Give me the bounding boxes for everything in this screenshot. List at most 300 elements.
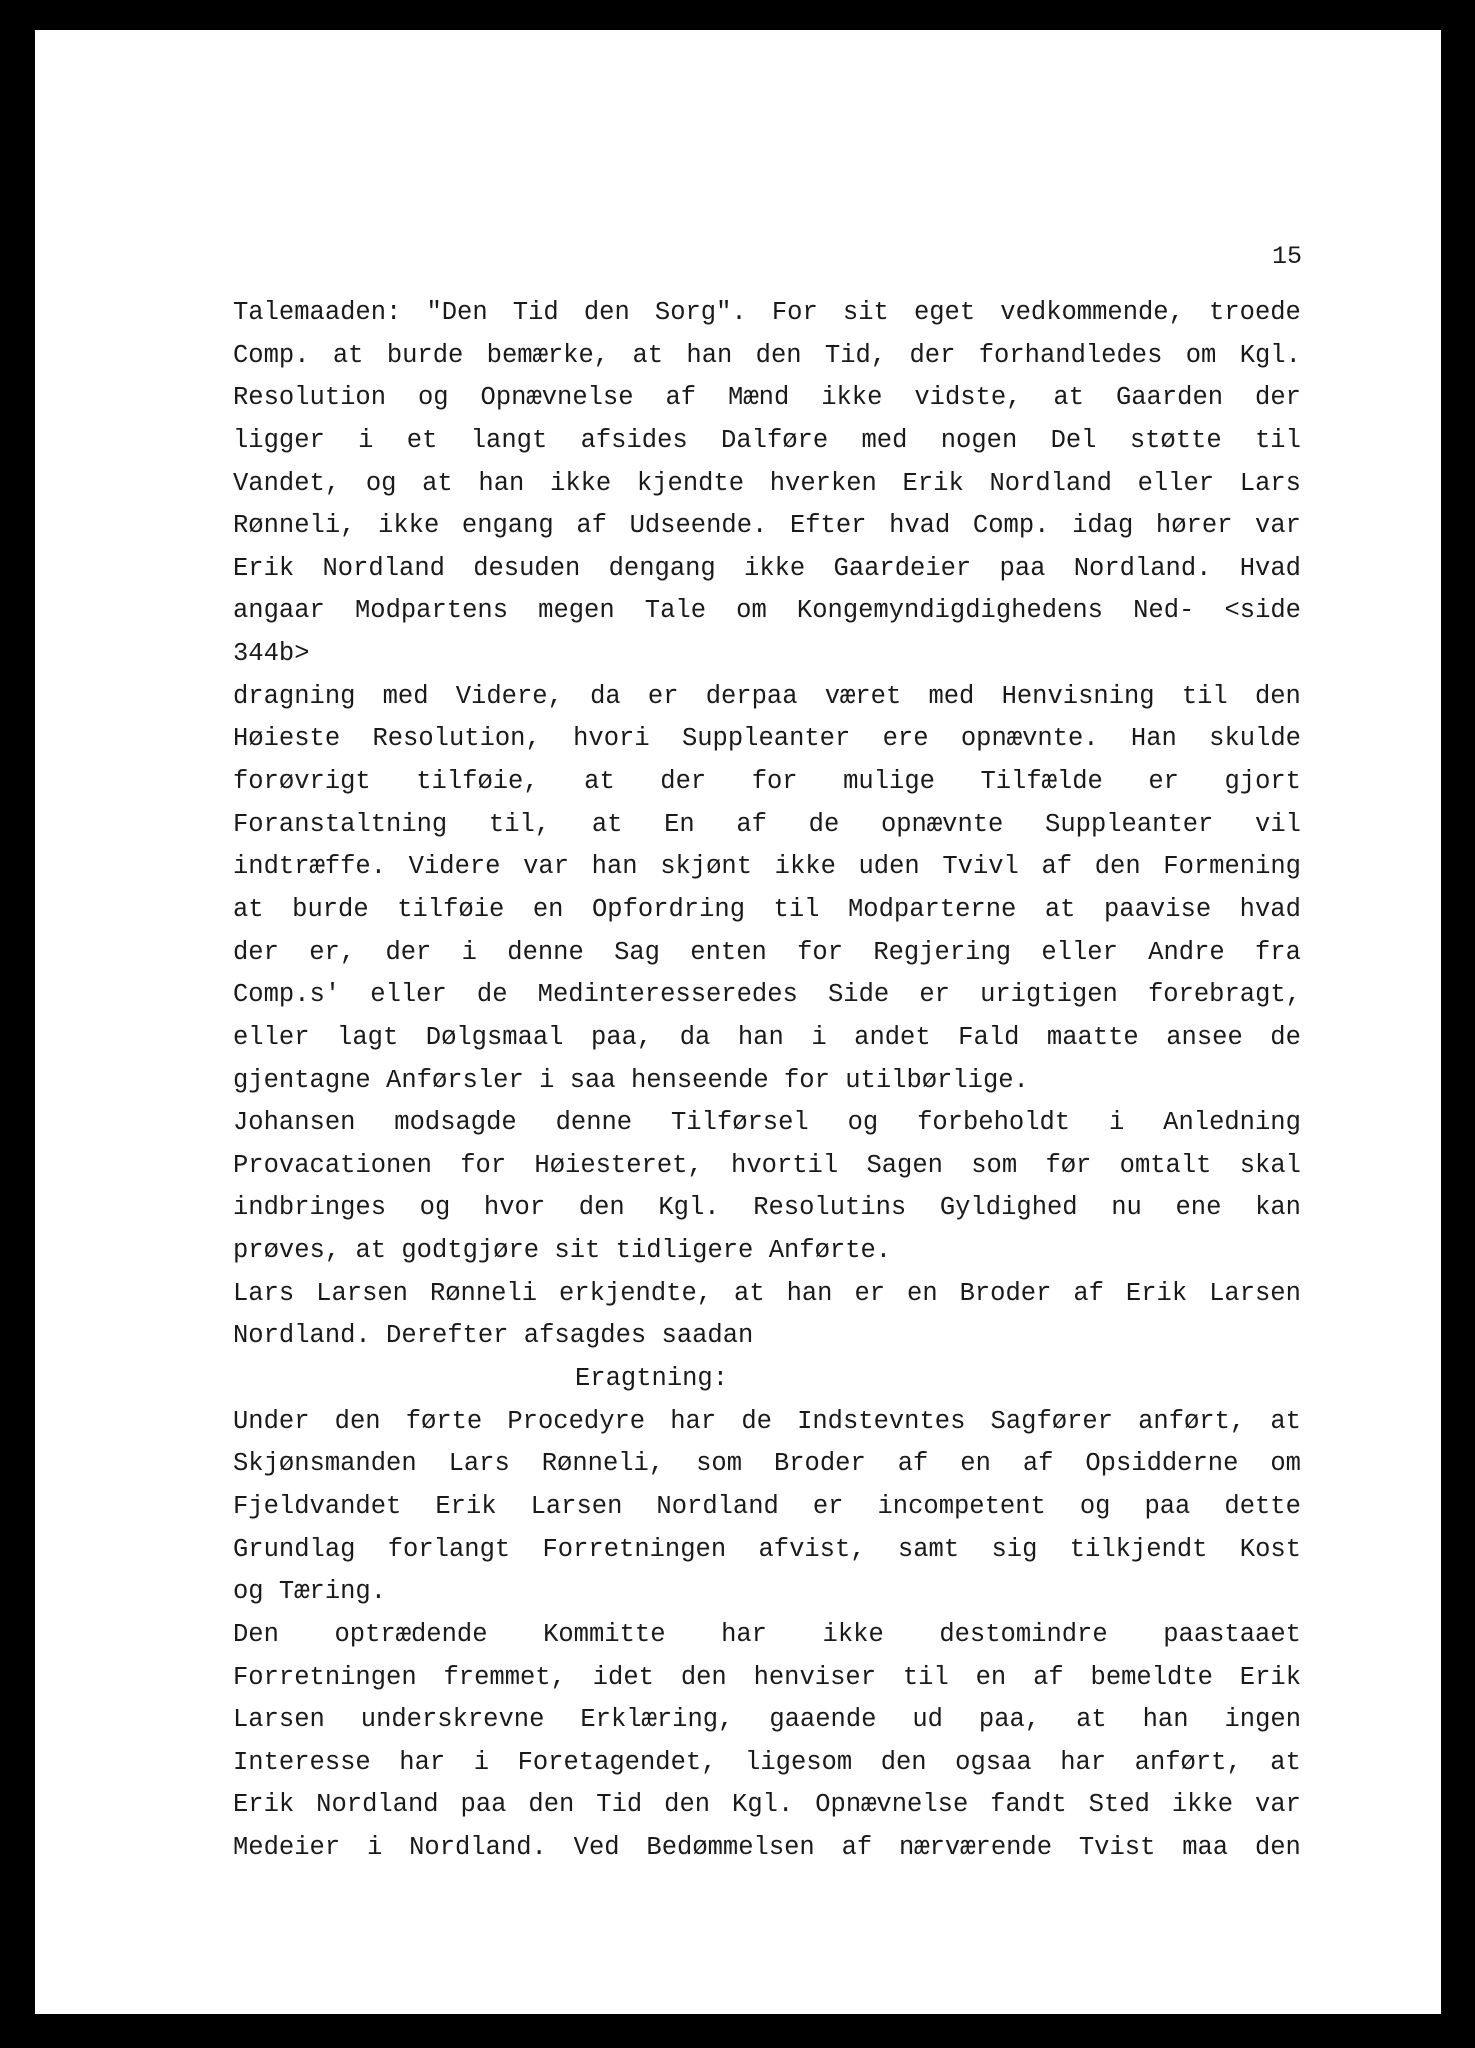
word: Sted: [1088, 1790, 1150, 1820]
word: Kgl.: [1239, 340, 1301, 370]
word: skal: [1239, 1150, 1301, 1180]
word: var: [1255, 511, 1301, 541]
word: paa,: [978, 1705, 1041, 1735]
word: en: [975, 1662, 1007, 1692]
word: Tid,: [824, 340, 887, 370]
word: er: [812, 1491, 844, 1521]
word: nu: [1111, 1193, 1142, 1223]
word: de: [808, 809, 840, 839]
word: Rønneli: [429, 1278, 538, 1308]
word: Suppleanter: [681, 724, 851, 754]
word: nærværende: [899, 1833, 1053, 1863]
word: En: [664, 809, 695, 839]
word: sit: [554, 1236, 601, 1266]
word: for: [784, 1065, 830, 1095]
word: ikke: [550, 468, 612, 498]
word: den: [680, 1662, 727, 1692]
word: af: [1073, 1278, 1104, 1308]
text-line: [233, 974, 1301, 1017]
word: eller: [233, 1022, 310, 1052]
word: Sagen: [866, 1150, 943, 1180]
word: eller: [370, 980, 447, 1010]
word: ansee: [1166, 1022, 1243, 1052]
word: forlangt: [387, 1534, 511, 1564]
word: dengang: [608, 553, 716, 583]
word: Comp.: [233, 340, 310, 370]
word: i: [1108, 1108, 1125, 1138]
word: derpaa: [705, 681, 798, 711]
word: forøvrigt: [233, 767, 371, 797]
word: indbringes: [233, 1193, 387, 1223]
word: For: [771, 298, 818, 327]
word: desuden: [473, 553, 581, 583]
word: han: [786, 1278, 833, 1308]
word: paa: [1144, 1491, 1191, 1521]
word: at: [632, 340, 664, 370]
word: og: [1079, 1491, 1111, 1521]
word: Høieste: [233, 724, 341, 754]
word: Foretagendet,: [517, 1747, 717, 1777]
word: utilbørlige.: [845, 1065, 1029, 1095]
word: Tilførsel: [670, 1108, 809, 1138]
word: for: [460, 1150, 507, 1180]
word: Bedømmelsen: [646, 1833, 815, 1863]
word: der: [660, 767, 707, 797]
word: den: [1094, 852, 1141, 882]
word: bemeldte: [1090, 1662, 1213, 1692]
word: at: [233, 894, 264, 924]
text-line: [233, 1102, 1301, 1145]
word: anført,: [1134, 1747, 1242, 1777]
word: et: [406, 425, 438, 455]
word: saadan: [661, 1321, 754, 1351]
word: uden: [858, 852, 920, 882]
word: angaar: [233, 596, 325, 626]
text-line: [233, 761, 1301, 804]
word: Dalføre: [721, 425, 829, 455]
word: Kommitte: [543, 1619, 666, 1649]
text-line: [233, 1273, 1301, 1316]
text-line: [233, 1486, 1301, 1529]
word: eller: [1137, 468, 1215, 498]
word: Anførsler: [386, 1065, 524, 1095]
word: ere: [882, 724, 929, 754]
word: sig: [991, 1534, 1038, 1564]
text-line: [233, 1571, 1301, 1614]
word: Johansen: [233, 1108, 356, 1138]
word: Sag: [614, 937, 660, 967]
word: i: [358, 425, 374, 455]
word: til,: [488, 809, 551, 839]
word: Ned-: [1133, 596, 1195, 626]
word: Skjønsmanden: [233, 1449, 417, 1479]
word: har: [670, 1406, 717, 1436]
word: Resolution: [233, 383, 387, 413]
word: at: [591, 809, 623, 839]
word: underskrevne: [360, 1705, 545, 1735]
text-line: [233, 1742, 1301, 1785]
word: Opfordring: [591, 894, 746, 924]
word: han: [686, 340, 733, 370]
word: var: [523, 852, 570, 882]
word: ogsaa: [955, 1747, 1032, 1777]
word: Talemaaden:: [233, 298, 402, 327]
word: Lars: [448, 1449, 510, 1479]
word: med: [861, 425, 908, 455]
word: til: [902, 1662, 949, 1692]
word: Formening: [1163, 852, 1301, 882]
word: Procedyre: [507, 1406, 646, 1436]
word: Sorg".: [654, 298, 747, 327]
word: tilføie,: [416, 767, 539, 797]
word: af: [1033, 1662, 1064, 1692]
word: at: [584, 767, 615, 797]
word: vil: [1255, 809, 1301, 839]
word: Henvisning: [1001, 681, 1155, 711]
word: megen: [538, 596, 615, 626]
word: for: [797, 937, 844, 967]
word: Comp.: [972, 511, 1050, 541]
word: Derefter: [386, 1321, 509, 1351]
word: den: [528, 1790, 575, 1820]
word: den: [880, 1747, 927, 1777]
word: dragning: [233, 681, 356, 711]
word: Vandet,: [233, 468, 341, 498]
word: samt: [897, 1534, 960, 1564]
word: til: [1254, 425, 1301, 455]
word: ikke: [1171, 1790, 1234, 1820]
word: Lars: [233, 1278, 295, 1308]
word: Gaarden: [1115, 383, 1224, 413]
document-page: [35, 30, 1441, 2014]
word: de: [1270, 1022, 1301, 1052]
word: ikke: [821, 383, 883, 413]
word: Grundlag: [233, 1534, 356, 1564]
word: forbeholdt: [917, 1108, 1071, 1138]
word: Erklæring,: [580, 1705, 734, 1735]
word: at: [734, 1278, 765, 1308]
text-line: [233, 505, 1301, 548]
text-line: [233, 1315, 1301, 1358]
text-line: [233, 1784, 1301, 1827]
word: Hvad: [1239, 553, 1301, 583]
word: 344b>: [233, 639, 310, 669]
text-line: [233, 633, 1301, 676]
word: paavise: [1104, 894, 1212, 924]
text-line: [233, 292, 1301, 335]
word: ene: [1175, 1193, 1222, 1223]
word: Eragtning:: [575, 1364, 729, 1394]
word: Larsen: [1209, 1278, 1301, 1308]
word: tilkjendt: [1069, 1534, 1208, 1564]
word: til: [773, 894, 820, 924]
word: Forretningen: [233, 1662, 417, 1692]
word: afvist,: [758, 1534, 866, 1564]
word: Erik: [1125, 1278, 1188, 1308]
word: han: [737, 1022, 784, 1052]
text-line: [233, 1358, 1301, 1401]
word: Fald: [958, 1022, 1020, 1052]
text-line: [233, 846, 1301, 889]
word: Den: [233, 1619, 279, 1649]
word: paa: [999, 553, 1046, 583]
text-line: [233, 1699, 1301, 1742]
word: en: [532, 894, 564, 924]
word: de: [741, 1406, 772, 1436]
word: opnævnte.: [960, 724, 1099, 754]
word: med: [928, 681, 975, 711]
word: Modparterne: [848, 894, 1017, 924]
text-line: [233, 1827, 1301, 1870]
word: af: [1022, 1449, 1054, 1479]
word: han: [478, 468, 525, 498]
text-line: [233, 420, 1301, 463]
word: Interesse: [233, 1747, 371, 1777]
word: Høiesteret,: [534, 1150, 703, 1180]
word: har: [1060, 1747, 1107, 1777]
word: Resolutins: [753, 1193, 907, 1223]
word: afsagdes: [523, 1321, 647, 1351]
word: hvori: [573, 724, 650, 754]
text-line: [233, 1657, 1301, 1700]
word: vidste,: [914, 383, 1022, 413]
word: at: [1270, 1406, 1301, 1436]
word: eller: [1041, 937, 1118, 967]
text-line: [233, 1145, 1301, 1188]
word: fremmet,: [443, 1662, 566, 1692]
word: den: [1254, 1833, 1301, 1863]
word: den: [1254, 681, 1301, 711]
word: før: [1045, 1150, 1092, 1180]
word: omtalt: [1119, 1150, 1212, 1180]
word: Dølgsmaal: [425, 1022, 564, 1052]
word: Opsidderne: [1085, 1449, 1239, 1479]
word: Tilfælde: [980, 767, 1103, 797]
word: idet: [592, 1662, 654, 1692]
word: i: [811, 1022, 827, 1052]
word: Provacationen: [233, 1150, 432, 1180]
word: paa: [460, 1790, 507, 1820]
word: førte: [405, 1406, 483, 1436]
word: henviser: [753, 1662, 876, 1692]
word: andet: [854, 1022, 931, 1052]
word: at: [422, 468, 453, 498]
word: Modpartens: [354, 596, 508, 626]
word: Larsen: [530, 1491, 623, 1521]
word: hvad: [889, 511, 951, 541]
word: en: [960, 1449, 991, 1479]
word: Foranstaltning: [233, 809, 448, 839]
text-line: [233, 335, 1301, 378]
text-line: [233, 804, 1301, 847]
word: som: [696, 1449, 743, 1479]
word: Anførte.: [768, 1236, 892, 1266]
word: enten: [690, 937, 767, 967]
word: Kgl.: [732, 1790, 794, 1820]
word: af: [1041, 852, 1073, 882]
word: Tvist: [1078, 1833, 1156, 1863]
word: at: [1270, 1747, 1301, 1777]
word: til: [1181, 681, 1228, 711]
word: hører: [1155, 511, 1233, 541]
word: i: [366, 1833, 383, 1863]
word: Sagfører: [990, 1406, 1113, 1436]
word: er: [1148, 767, 1179, 797]
word: destomindre: [939, 1619, 1108, 1649]
word: ikke: [774, 852, 836, 882]
word: sit: [842, 298, 889, 327]
word: af: [897, 1449, 929, 1479]
word: Fjeldvandet: [233, 1491, 402, 1521]
word: den: [334, 1406, 381, 1436]
word: engang: [461, 511, 554, 541]
word: Comp.s': [233, 980, 341, 1010]
word: tidligere: [615, 1236, 754, 1266]
word: og: [417, 383, 449, 413]
word: har: [399, 1747, 446, 1777]
word: hverken: [769, 468, 877, 498]
word: Suppleanter: [1045, 809, 1214, 839]
word: gjentagne: [233, 1065, 371, 1095]
word: at: [332, 340, 364, 370]
word: henseende: [630, 1065, 769, 1095]
word: urigtigen: [980, 980, 1118, 1010]
word: dette: [1224, 1491, 1301, 1521]
word: været: [824, 681, 902, 711]
word: Under: [233, 1406, 310, 1436]
word: i: [539, 1065, 555, 1095]
word: for: [751, 767, 798, 797]
text-line: [233, 1614, 1301, 1657]
word: i: [461, 937, 477, 967]
word: Andre: [1148, 937, 1225, 967]
word: har: [721, 1619, 767, 1649]
word: maatte: [1046, 1022, 1139, 1052]
word: at: [355, 1236, 387, 1266]
word: da: [590, 681, 621, 711]
word: Larsen: [233, 1705, 325, 1735]
word: i: [473, 1747, 490, 1777]
word: Udseende.: [629, 511, 768, 541]
word: erkjendte,: [559, 1278, 713, 1308]
word: af: [841, 1833, 873, 1863]
word: Mænd: [728, 383, 790, 413]
word: opnævnte: [880, 809, 1004, 839]
word: "Den: [426, 298, 488, 327]
word: er,: [309, 937, 356, 967]
word: Opnævnelse: [815, 1790, 969, 1820]
text-line: [233, 1230, 1301, 1273]
word: modsagde: [394, 1108, 517, 1138]
word: Regjering: [873, 937, 1012, 967]
word: Gyldighed: [939, 1193, 1078, 1223]
word: Nordland.: [409, 1833, 547, 1863]
word: de: [476, 980, 508, 1010]
word: burde: [386, 340, 464, 370]
word: incompetent: [877, 1491, 1046, 1521]
text-line: [233, 548, 1301, 591]
word: Nordland: [322, 553, 445, 583]
word: mulige: [843, 767, 935, 797]
word: Nordland: [656, 1491, 779, 1521]
word: Rønneli,: [541, 1449, 665, 1479]
text-line: [233, 1060, 1301, 1103]
text-line: [233, 1529, 1301, 1572]
word: paa,: [591, 1022, 653, 1052]
word: forebragt,: [1147, 980, 1301, 1010]
word: Kongemyndigdighedens: [796, 596, 1103, 626]
word: denne: [555, 1108, 633, 1138]
word: om: [736, 596, 767, 626]
word: anført,: [1138, 1406, 1246, 1436]
word: ikke: [822, 1619, 884, 1649]
text-line: [233, 932, 1301, 975]
word: ingen: [1224, 1705, 1301, 1735]
word: maa: [1182, 1833, 1229, 1863]
word: der: [1255, 383, 1301, 413]
word: Efter: [789, 511, 867, 541]
word: om: [1270, 1449, 1301, 1479]
word: Side: [827, 980, 890, 1010]
word: afsides: [580, 425, 688, 455]
text-line: [233, 1401, 1301, 1444]
word: med: [382, 681, 429, 711]
word: ikke: [378, 511, 440, 541]
text-line: [233, 1443, 1301, 1486]
word: var: [1255, 1790, 1301, 1820]
word: optrædende: [334, 1619, 488, 1649]
word: saa: [569, 1065, 616, 1095]
word: <side: [1224, 596, 1301, 626]
word: Han: [1130, 724, 1177, 754]
word: hvad: [1239, 894, 1301, 924]
word: eget: [913, 298, 976, 327]
word: troede: [1209, 298, 1301, 327]
word: Kgl.: [658, 1193, 720, 1223]
word: Erik: [233, 1790, 295, 1820]
word: Ved: [573, 1833, 620, 1863]
word: langt: [470, 425, 548, 455]
word: af: [736, 809, 767, 839]
word: Medeier: [233, 1833, 341, 1863]
word: ud: [912, 1705, 943, 1735]
word: nogen: [940, 425, 1018, 455]
text-line: [233, 889, 1301, 932]
word: forhandledes: [978, 340, 1163, 370]
word: Nordland: [989, 468, 1112, 498]
word: den: [755, 340, 802, 370]
word: den: [583, 298, 630, 327]
word: at: [1053, 383, 1085, 413]
word: fandt: [990, 1790, 1067, 1820]
word: af: [665, 383, 697, 413]
word: lagt: [337, 1022, 399, 1052]
word: Kost: [1239, 1534, 1301, 1564]
word: bemærke,: [486, 340, 610, 370]
word: ligesom: [745, 1747, 853, 1777]
word: og: [419, 1193, 451, 1223]
word: Tvivl: [942, 852, 1019, 882]
word: Forretningen: [542, 1534, 727, 1564]
word: Erik: [1239, 1662, 1301, 1692]
word: idag: [1072, 511, 1134, 541]
word: gjort: [1224, 767, 1301, 797]
word: Broder: [959, 1278, 1052, 1308]
word: Indstevntes: [797, 1406, 966, 1436]
text-line: [233, 463, 1301, 506]
word: denne: [507, 937, 584, 967]
word: paastaaet: [1163, 1619, 1301, 1649]
